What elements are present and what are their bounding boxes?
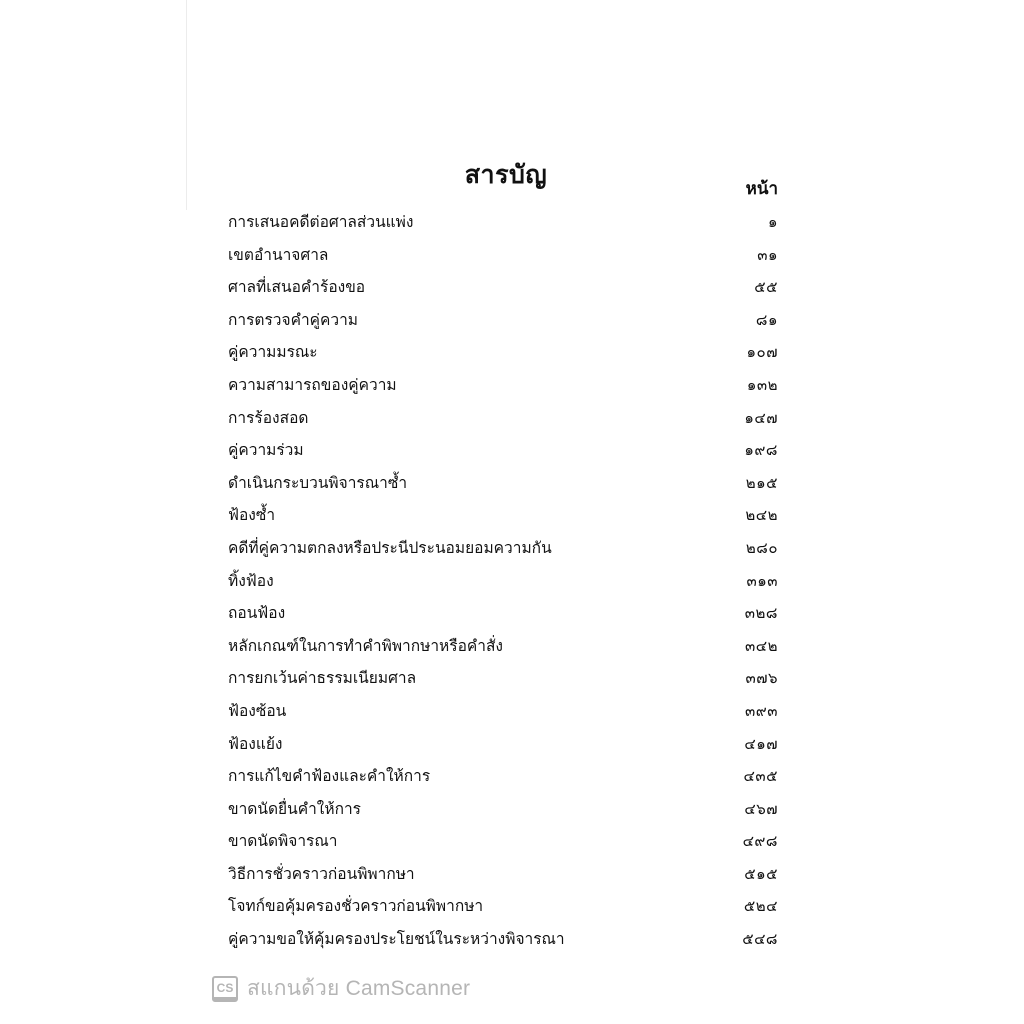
toc-entry-page: ๓๔๒ [745, 636, 778, 655]
toc-entry-page: ๓๑ [757, 245, 778, 264]
toc-entry-title: เขตอำนาจศาล [228, 245, 329, 264]
toc-entry-page: ๓๒๘ [744, 604, 778, 623]
toc-entry-page: ๕๔๘ [742, 930, 778, 949]
toc-entry-page: ๘๑ [755, 310, 778, 329]
toc-entry [228, 793, 780, 826]
toc-entry [228, 532, 780, 565]
toc-entry-page: ๕๑๕ [744, 864, 778, 883]
toc-entry-title: ดำเนินกระบวนพิจารณาซ้ำ [228, 473, 408, 492]
page-column-header: หน้า [745, 179, 778, 199]
toc-entry [228, 630, 780, 663]
toc-entry-title: ฟ้องแย้ง [228, 734, 283, 753]
toc-entry [228, 825, 780, 858]
toc-title: สารบัญ [464, 159, 548, 189]
toc-entry-page: ๒๑๕ [745, 473, 778, 492]
toc-entry-title: ความสามารถของคู่ความ [228, 375, 397, 394]
toc-entry-page: ๓๙๓ [745, 701, 778, 720]
toc-entry-page: ๕๕ [754, 278, 778, 297]
toc-entry-title: คู่ความขอให้คุ้มครองประโยชน์ในระหว่างพิจารณา [228, 930, 565, 949]
toc-entry-title: ขาดนัดพิจารณา [228, 832, 338, 851]
toc-entry-title: การร้องสอด [228, 408, 309, 427]
toc-entry [228, 304, 780, 337]
toc-entry-page: ๓๑๓ [746, 571, 778, 590]
toc-entry-title: คู่ความมรณะ [228, 343, 318, 362]
toc-entry-title: วิธีการชั่วคราวก่อนพิพากษา [228, 864, 415, 883]
camscanner-logo-icon: CS [212, 976, 238, 1002]
toc-entry [228, 695, 780, 728]
toc-entry-title: การยกเว้นค่าธรรมเนียมศาล [228, 669, 417, 688]
toc-entry [228, 271, 780, 304]
toc-entry [228, 336, 780, 369]
toc-entry-page: ๒๔๒ [745, 506, 778, 525]
toc-entry-page: ๑ [767, 213, 778, 231]
camscanner-watermark [212, 972, 470, 1005]
toc-entry [228, 206, 780, 239]
toc-entry-page: ๑๓๒ [746, 375, 778, 394]
toc-entry-title: ขาดนัดยื่นคำให้การ [228, 799, 361, 818]
table-of-contents [228, 206, 780, 956]
toc-entry-page: ๓๗๖ [745, 669, 778, 688]
toc-entry [228, 858, 780, 891]
toc-entry-title: หลักเกณฑ์ในการทำคำพิพากษาหรือคำสั่ง [228, 636, 503, 655]
toc-entry [228, 923, 780, 956]
toc-entry [228, 597, 780, 630]
toc-entry [228, 662, 780, 695]
toc-entry-title: ศาลที่เสนอคำร้องขอ [228, 278, 366, 297]
toc-entry [228, 434, 780, 467]
toc-entry-title: ทิ้งฟ้อง [228, 571, 274, 590]
toc-entry-page: ๑๙๘ [744, 441, 778, 460]
toc-entry [228, 402, 780, 435]
toc-entry [228, 369, 780, 402]
toc-entry [228, 728, 780, 761]
toc-entry [228, 499, 780, 532]
toc-entry-page: ๔๖๗ [744, 799, 778, 818]
toc-entry-title: การแก้ไขคำฟ้องและคำให้การ [228, 767, 431, 786]
toc-entry-page: ๔๑๗ [744, 734, 778, 753]
toc-entry-title: โจทก์ขอคุ้มครองชั่วคราวก่อนพิพากษา [228, 897, 484, 916]
toc-entry-page: ๔๙๘ [742, 832, 778, 851]
toc-entry [228, 239, 780, 272]
toc-entry-page: ๔๓๕ [743, 767, 778, 786]
toc-entry-page: ๒๘๐ [745, 538, 778, 557]
toc-entry-title: การเสนอคดีต่อศาลส่วนแพ่ง [228, 213, 414, 231]
toc-entry [228, 760, 780, 793]
toc-entry-title: ฟ้องซ้อน [228, 701, 287, 720]
toc-entry-title: การตรวจคำคู่ความ [228, 310, 359, 329]
toc-entry-title: ฟ้องซ้ำ [228, 506, 276, 525]
toc-entry-page: ๕๒๔ [743, 897, 778, 916]
toc-entry-page: ๑๔๗ [744, 408, 778, 427]
toc-entry [228, 890, 780, 923]
toc-entry-title: ถอนฟ้อง [228, 604, 286, 623]
toc-entry-page: ๑๐๗ [746, 343, 778, 362]
toc-entry-title: คู่ความร่วม [228, 441, 304, 460]
toc-entry [228, 467, 780, 500]
toc-entry [228, 565, 780, 598]
toc-entry-title: คดีที่คู่ความตกลงหรือประนีประนอมยอมความกัน [228, 538, 552, 557]
watermark-text: สแกนด้วย CamScanner [247, 977, 471, 1000]
